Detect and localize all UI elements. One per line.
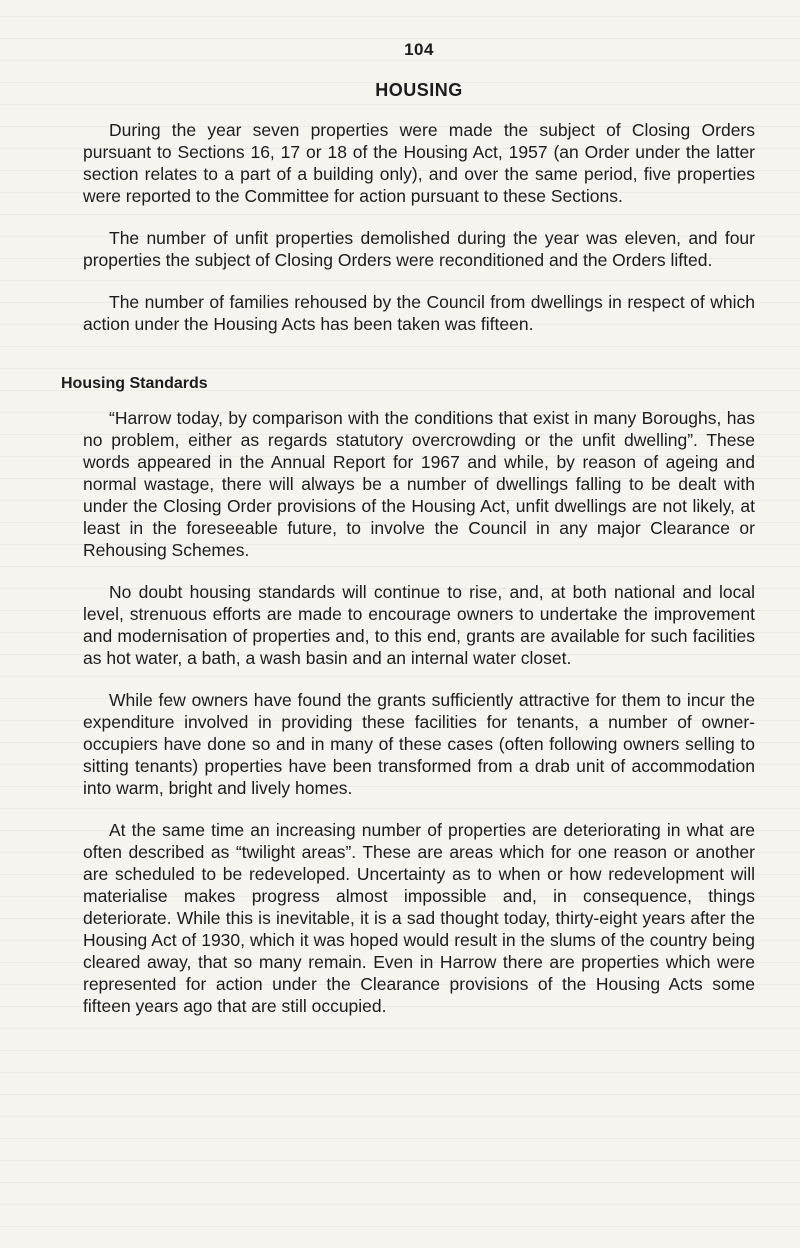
page-title: HOUSING: [375, 80, 463, 100]
paragraph-twilight-areas: At the same time an increasing number of properties are deteriorating in what are often described as “twilight areas”. These are areas which for one reason or another are scheduled to be redeveloped. Uncertainty as to when or how redevelopment will materialise makes progress almost impossible and, in consequence, things deteriorate. While this is inevitable, it is a sad thought today, thirty-eight years after the Housing Act of 1930, which it was hoped would result in the slums of the country being cleared away, that so many remain. Even in Harrow there are properties which were represented for action under the Clearance provisions of the Housing Acts some fifteen years ago that are still occupied.: [83, 820, 755, 1016]
paragraph-grants: No doubt housing standards will continue to rise, and, at both national and local level, strenuous efforts are made to encourage owners to undertake the improvement and modernisation of properties and, to this end, grants are available for such facilities as hot water, a bath, a wash basin and an internal water closet.: [83, 582, 755, 668]
paragraph-demolished: The number of unfit properties demolished during the year was eleven, and four properties the subject of Closing Orders were reconditioned and the Orders lifted.: [83, 228, 755, 270]
page-number: 104: [404, 40, 434, 59]
paragraph-owner-occupiers: While few owners have found the grants sufficiently attractive for them to incur the expenditure involved in providing these facilities for tenants, a number of owner-occupiers have done so and in many of these cases (often following owners selling to sitting tenants) properties have been transformed from a drab unit of accommodation into warm, bright and lively homes.: [83, 690, 755, 798]
paragraph-harrow-today: “Harrow today, by comparison with the conditions that exist in many Boroughs, has no problem, either as regards statutory overcrowding or the unfit dwelling”. These words appeared in the Annual Report for 1967 and while, by reason of ageing and normal wastage, there will always be a number of dwellings falling to be dealt with under the Closing Order provisions of the Housing Act, unfit dwellings are not likely, at least in the foreseeable future, to involve the Council in any major Clearance or Rehousing Schemes.: [83, 408, 755, 560]
section-heading-housing-standards: Housing Standards: [61, 375, 208, 392]
paragraph-rehoused: The number of families rehoused by the Council from dwellings in respect of which action under the Housing Acts has been taken was fifteen.: [83, 292, 755, 334]
document-page: [61, 40, 755, 1017]
paragraph-closing-orders: During the year seven properties were made the subject of Closing Orders pursuant to Sections 16, 17 or 18 of the Housing Act, 1957 (an Order under the latter section relates to a part of a building only), and over the same period, five properties were reported to the Committee for action pursuant to these Sections.: [83, 120, 755, 206]
